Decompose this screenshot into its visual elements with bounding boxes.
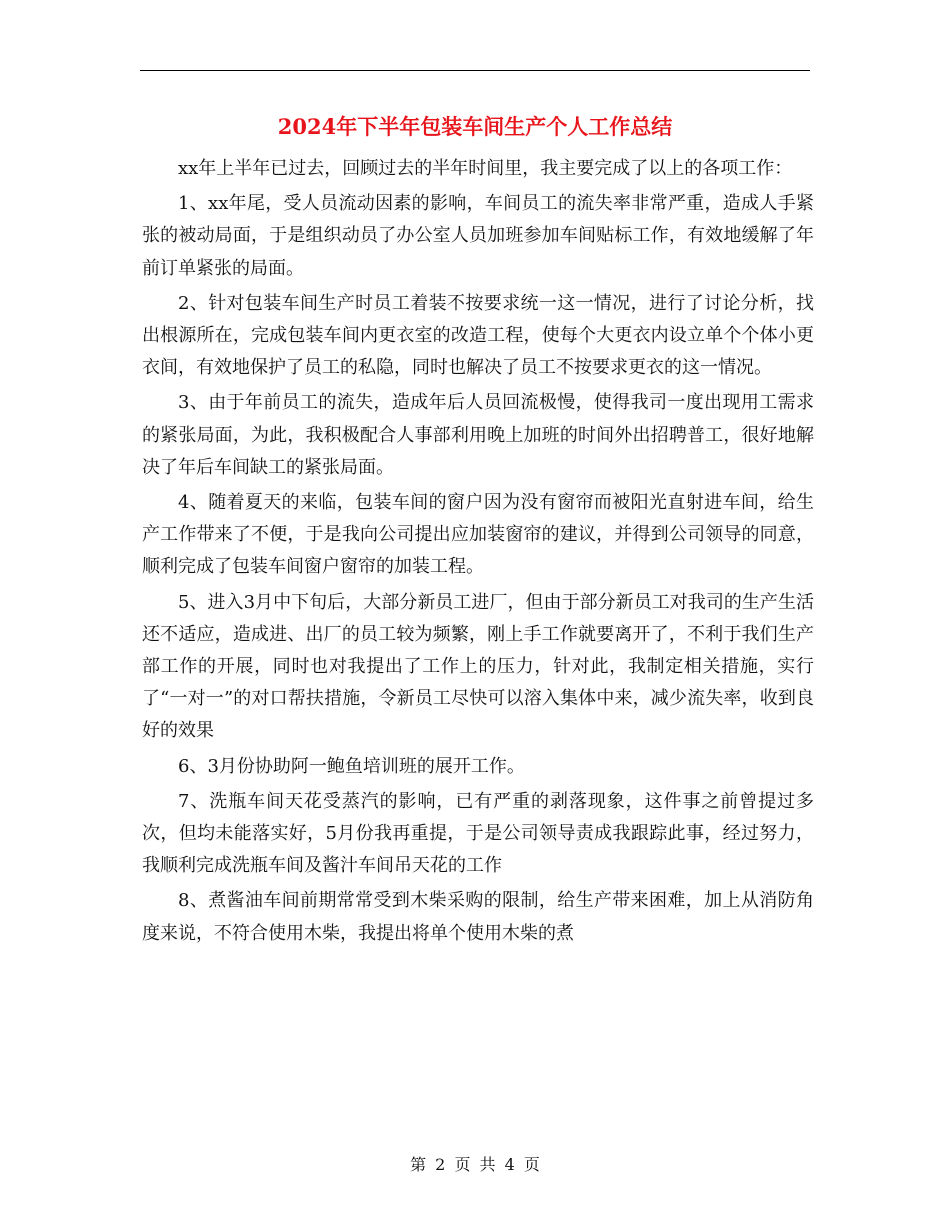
paragraph-item-2: 2、针对包装车间生产时员工着装不按要求统一这一情况，进行了讨论分析，找出根源所在，完成包装车间内更衣室的改造工程，使每个大更衣内设立单个个体小更衣间，有效地保护了员工的私隐，同时也解决了员工不按要求更衣的这一情况。: [142, 292, 814, 379]
paragraph-item-5: 5、进入3月中下旬后，大部分新员工进厂，但由于部分新员工对我司的生产生活还不适应，造成进、出厂的员工较为频繁，刚上手工作就要离开了，不利于我们生产部工作的开展，同时也对我提出了工作上的压力，针对此，我制定相关措施，实行了“一对一”的对口帮扶措施，令新员工尽快可以溶入集体中来，减少流失率，收到良好的效果: [142, 591, 814, 742]
paragraph-item-6: 6、3月份协助阿一鲍鱼培训班的展开工作。: [178, 755, 525, 777]
paragraph-item-8: 8、煮酱油车间前期常常受到木柴采购的限制，给生产带来困难，加上从消防角度来说，不符合使用木柴，我提出将单个使用木柴的煮: [142, 890, 814, 944]
paragraph-intro: xx年上半年已过去，回顾过去的半年时间里，我主要完成了以上的各项工作：: [178, 158, 793, 179]
header-rule: [140, 70, 810, 71]
paragraph-item-7: 7、洗瓶车间天花受蒸汽的影响，已有严重的剥落现象，这件事之前曾提过多次，但均未能落实好，5月份我再重提，于是公司领导责成我跟踪此事，经过努力，我顺利完成洗瓶车间及酱汁车间吊天花的工作: [142, 790, 814, 877]
document-body: [142, 153, 814, 953]
page-number-footer: 第 2 页 共 4 页: [410, 1155, 540, 1174]
paragraph-item-4: 4、随着夏天的来临，包装车间的窗户因为没有窗帘而被阳光直射进车间，给生产工作带来了不便，于是我向公司提出应加装窗帘的建议，并得到公司领导的同意，顺利完成了包装车间窗户窗帘的加装工程。: [142, 492, 814, 578]
paragraph-item-3: 3、由于年前员工的流失，造成年后人员回流极慢，使得我司一度出现用工需求的紧张局面，为此，我积极配合人事部利用晚上加班的时间外出招聘普工，很好地解决了年后车间缺工的紧张局面。: [142, 392, 814, 478]
paragraph-item-1: 1、xx年尾，受人员流动因素的影响，车间员工的流失率非常严重，造成人手紧张的被动局面，于是组织动员了办公室人员加班参加车间贴标工作，有效地缓解了年前订单紧张的局面。: [142, 193, 814, 279]
document-title: 2024年下半年包装车间生产个人工作总结: [277, 114, 673, 139]
